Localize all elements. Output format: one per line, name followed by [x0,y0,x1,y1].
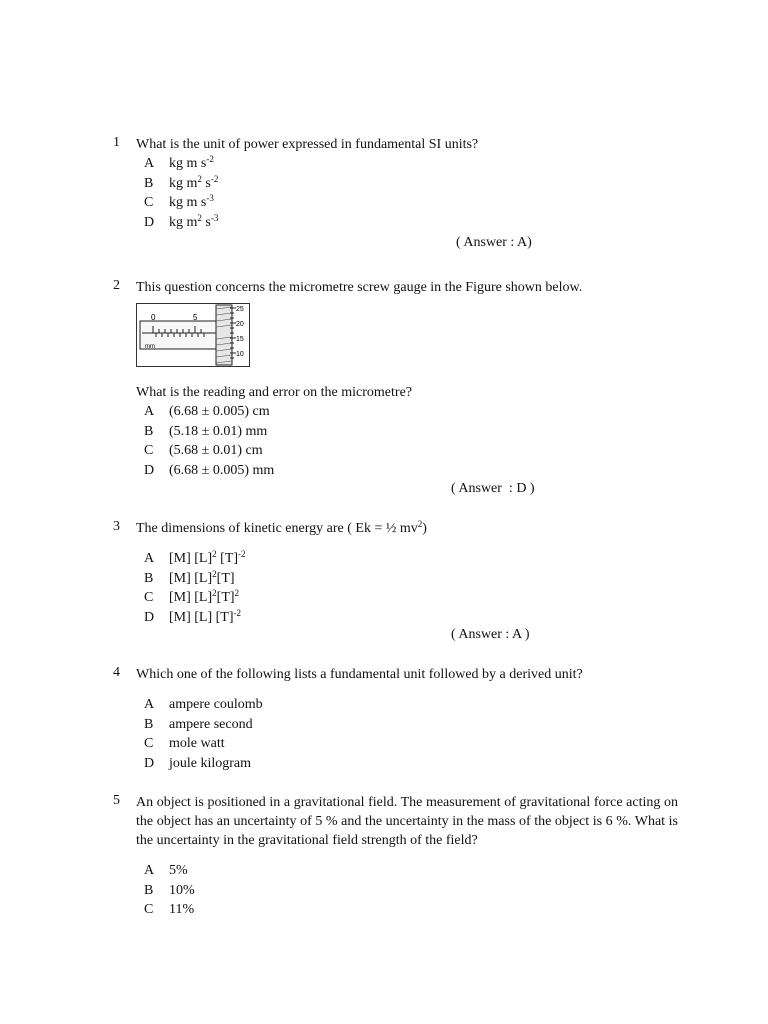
option-b: B (5.18 ± 0.01) mm [144,423,268,439]
option-a: A ampere coulomb [144,697,263,712]
question-5 [113,793,678,920]
question-1 [113,135,678,232]
subquestion-text: What is the reading and error on the micrometre? [136,385,412,400]
question-3 [113,519,678,627]
option-c: C [M] $[L]^2[T]^2$ [144,588,240,605]
option-c: C 11% [144,902,195,917]
question-2-part [113,383,678,480]
answer-key-1: ( Answer : A) [456,235,532,250]
thimble-label-20: 20 [236,321,244,328]
option-b: B 10% [144,882,195,898]
question-4 [113,665,678,773]
question-text: This question concerns the micrometre screw gauge in the Figure shown below. [136,280,583,295]
sleeve-label-5: 5 [193,313,198,322]
options-list [144,861,678,920]
option-c: C kg m $s^{-3}$ [144,193,214,210]
question-text: The dimensions of kinetic energy are ( Ek = ½ $mv^2$) [136,519,427,536]
option-d: D kg $m^2$ $s^{-3}$ [144,212,219,230]
question-2 [113,278,678,297]
options-list [144,695,678,773]
option-a: A kg m $s^{-2}$ [144,154,214,171]
sleeve-label-0: 0 [151,313,156,322]
answer-key-2: ( Answer : D ) [451,481,535,496]
option-a: A [M] $[L]^2$ $[T]^{-2}$ [144,549,246,566]
option-c: C (5.68 ± 0.01) cm [144,443,263,458]
options-list [144,154,678,232]
option-a: A 5% [144,863,188,878]
option-d: D (6.68 ± 0.005) mm [144,462,275,478]
option-a: A (6.68 ± 0.005) cm [144,404,270,419]
question-number: 5 [113,793,120,808]
question-text: Which one of the following lists a fundamental unit followed by a derived unit? [136,667,583,682]
thimble-label-15: 15 [236,336,244,343]
options-list [144,549,678,627]
option-d: D [M] [L] $[T]^{-2}$ [144,607,242,625]
thimble-label-25: 25 [236,306,244,313]
question-number: 1 [113,135,120,150]
option-d: D joule kilogram [144,755,252,771]
unit-label: mm [145,344,155,350]
thimble-label-10: 10 [236,351,244,358]
question-number: 3 [113,519,120,534]
option-b: B kg $m^2$ $s^{-2}$ [144,173,219,191]
micrometer-figure [136,303,250,367]
question-text: An object is positioned in a gravitational field. The measurement of gravitational force acting on the object has an uncertainty of 5 % and the uncertainty in the mass of the object is 6 %. What is the uncertainty in the gravitational field strength of the field? [136,795,678,848]
answer-key-3: ( Answer : A ) [451,627,530,642]
question-text: What is the unit of power expressed in fundamental SI units? [136,137,479,152]
question-number: 2 [113,278,120,293]
question-number: 4 [113,665,120,680]
option-c: C mole watt [144,736,225,751]
options-list [144,402,678,480]
option-b: B [M] $[L]^2[T]$ [144,568,235,586]
option-b: B ampere second [144,716,253,732]
